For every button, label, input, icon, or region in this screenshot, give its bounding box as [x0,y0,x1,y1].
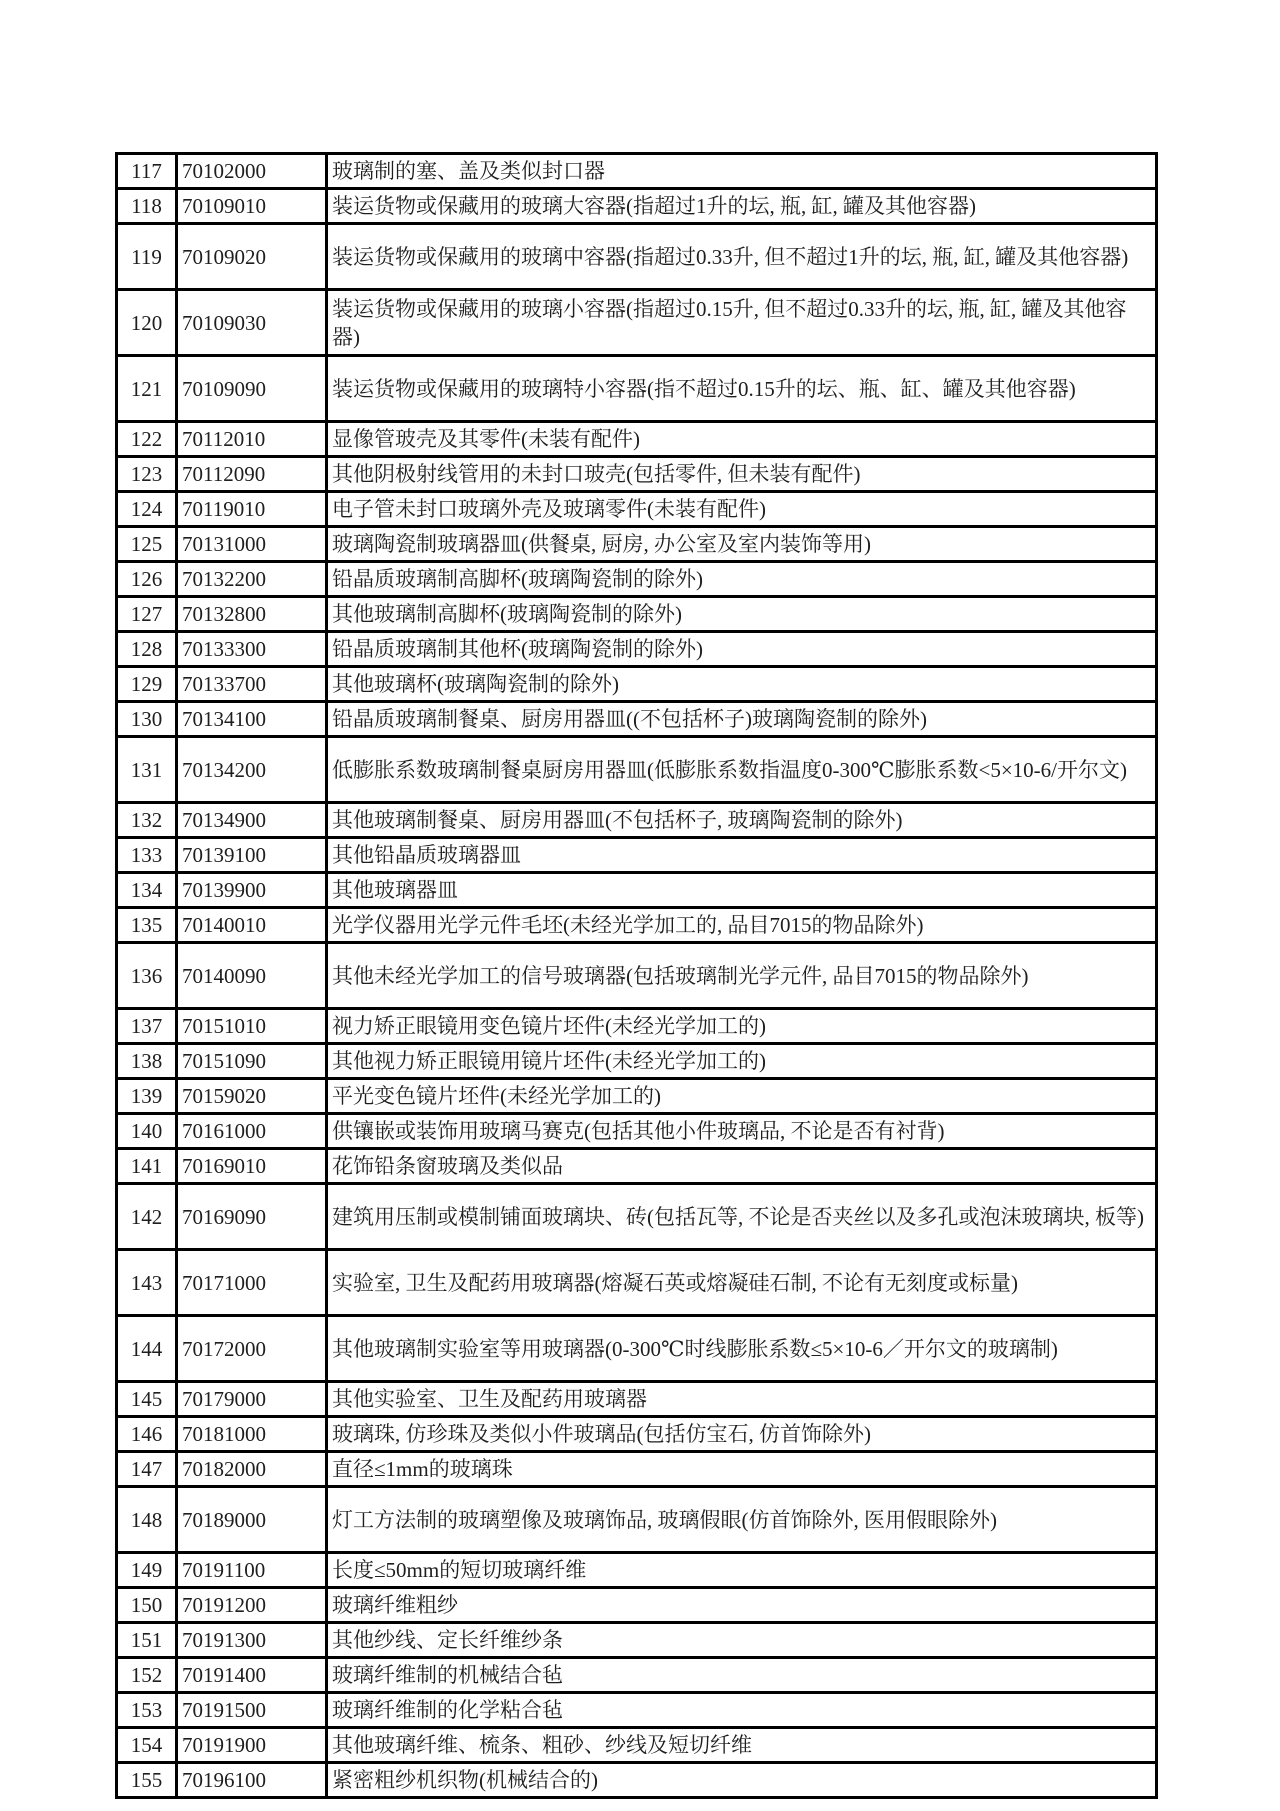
description: 长度≤50mm的短切玻璃纤维 [327,1553,1157,1588]
hs-code: 70151010 [177,1009,327,1044]
row-number: 117 [117,154,177,189]
hs-code: 70134100 [177,702,327,737]
hs-code: 70134200 [177,737,327,803]
table-row [117,290,1157,356]
row-number: 129 [117,667,177,702]
description: 其他玻璃制实验室等用玻璃器(0-300℃时线膨胀系数≤5×10-6／开尔文的玻璃制) [327,1316,1157,1382]
table-row [117,356,1157,422]
table-row [117,1588,1157,1623]
description: 建筑用压制或模制铺面玻璃块、砖(包括瓦等, 不论是否夹丝以及多孔或泡沫玻璃块, 板等) [327,1184,1157,1250]
description: 显像管玻壳及其零件(未装有配件) [327,422,1157,457]
row-number: 121 [117,356,177,422]
description: 其他玻璃纤维、梳条、粗砂、纱线及短切纤维 [327,1728,1157,1763]
hs-code: 70189000 [177,1487,327,1553]
description: 玻璃珠, 仿珍珠及类似小件玻璃品(包括仿宝石, 仿首饰除外) [327,1417,1157,1452]
hs-code: 70112090 [177,457,327,492]
description: 其他玻璃制餐桌、厨房用器皿(不包括杯子, 玻璃陶瓷制的除外) [327,803,1157,838]
table-row [117,1553,1157,1588]
row-number: 139 [117,1079,177,1114]
description: 供镶嵌或装饰用玻璃马赛克(包括其他小件玻璃品, 不论是否有衬背) [327,1114,1157,1149]
hs-code: 70159020 [177,1079,327,1114]
description: 装运货物或保藏用的玻璃中容器(指超过0.33升, 但不超过1升的坛, 瓶, 缸, 罐及其他容器) [327,224,1157,290]
row-number: 152 [117,1658,177,1693]
description: 其他玻璃器皿 [327,873,1157,908]
description: 实验室, 卫生及配药用玻璃器(熔凝石英或熔凝硅石制, 不论有无刻度或标量) [327,1250,1157,1316]
row-number: 136 [117,943,177,1009]
table-row [117,189,1157,224]
hs-code: 70196100 [177,1763,327,1798]
hs-code: 70181000 [177,1417,327,1452]
table-row [117,154,1157,189]
row-number: 150 [117,1588,177,1623]
description: 低膨胀系数玻璃制餐桌厨房用器皿(低膨胀系数指温度0-300℃膨胀系数<5×10-6/开尔文) [327,737,1157,803]
hs-code: 70191200 [177,1588,327,1623]
table-row [117,492,1157,527]
hs-code-table [115,152,1158,1799]
hs-code: 70191500 [177,1693,327,1728]
description: 其他玻璃制高脚杯(玻璃陶瓷制的除外) [327,597,1157,632]
description: 其他铅晶质玻璃器皿 [327,838,1157,873]
row-number: 119 [117,224,177,290]
description: 铅晶质玻璃制餐桌、厨房用器皿((不包括杯子)玻璃陶瓷制的除外) [327,702,1157,737]
description: 装运货物或保藏用的玻璃大容器(指超过1升的坛, 瓶, 缸, 罐及其他容器) [327,189,1157,224]
table-row [117,737,1157,803]
description: 其他视力矫正眼镜用镜片坯件(未经光学加工的) [327,1044,1157,1079]
description: 装运货物或保藏用的玻璃小容器(指超过0.15升, 但不超过0.33升的坛, 瓶, 缸, 罐及其他容器) [327,290,1157,356]
description: 铅晶质玻璃制高脚杯(玻璃陶瓷制的除外) [327,562,1157,597]
table-row [117,1009,1157,1044]
row-number: 143 [117,1250,177,1316]
table-row [117,1316,1157,1382]
row-number: 142 [117,1184,177,1250]
hs-code: 70151090 [177,1044,327,1079]
table-row [117,1149,1157,1184]
row-number: 146 [117,1417,177,1452]
hs-code: 70169010 [177,1149,327,1184]
description: 玻璃纤维制的机械结合毡 [327,1658,1157,1693]
row-number: 126 [117,562,177,597]
table-row [117,1382,1157,1417]
row-number: 147 [117,1452,177,1487]
table-row [117,667,1157,702]
row-number: 120 [117,290,177,356]
description: 视力矫正眼镜用变色镜片坯件(未经光学加工的) [327,1009,1157,1044]
hs-code: 70109010 [177,189,327,224]
table-row [117,597,1157,632]
table-row [117,422,1157,457]
table-row [117,943,1157,1009]
table-row [117,838,1157,873]
hs-code: 70191300 [177,1623,327,1658]
hs-code: 70109090 [177,356,327,422]
hs-code: 70140010 [177,908,327,943]
row-number: 118 [117,189,177,224]
row-number: 144 [117,1316,177,1382]
table-row [117,457,1157,492]
hs-code: 70134900 [177,803,327,838]
table-row [117,908,1157,943]
hs-code: 70133300 [177,632,327,667]
hs-code: 70171000 [177,1250,327,1316]
row-number: 124 [117,492,177,527]
row-number: 135 [117,908,177,943]
row-number: 132 [117,803,177,838]
row-number: 149 [117,1553,177,1588]
description: 其他未经光学加工的信号玻璃器(包括玻璃制光学元件, 品目7015的物品除外) [327,943,1157,1009]
table-row [117,1452,1157,1487]
hs-code: 70133700 [177,667,327,702]
description: 玻璃陶瓷制玻璃器皿(供餐桌, 厨房, 办公室及室内装饰等用) [327,527,1157,562]
description: 电子管未封口玻璃外壳及玻璃零件(未装有配件) [327,492,1157,527]
hs-code: 70172000 [177,1316,327,1382]
description: 其他阴极射线管用的未封口玻壳(包括零件, 但未装有配件) [327,457,1157,492]
row-number: 138 [117,1044,177,1079]
row-number: 140 [117,1114,177,1149]
table-row [117,873,1157,908]
row-number: 127 [117,597,177,632]
table-row [117,1623,1157,1658]
hs-code: 70140090 [177,943,327,1009]
hs-code: 70169090 [177,1184,327,1250]
table-row [117,1114,1157,1149]
description: 花饰铅条窗玻璃及类似品 [327,1149,1157,1184]
row-number: 148 [117,1487,177,1553]
table-row [117,1763,1157,1798]
row-number: 122 [117,422,177,457]
hs-code: 70119010 [177,492,327,527]
description: 灯工方法制的玻璃塑像及玻璃饰品, 玻璃假眼(仿首饰除外, 医用假眼除外) [327,1487,1157,1553]
hs-code: 70182000 [177,1452,327,1487]
description: 玻璃制的塞、盖及类似封口器 [327,154,1157,189]
table-row [117,224,1157,290]
table-row [117,632,1157,667]
row-number: 137 [117,1009,177,1044]
hs-code: 70139900 [177,873,327,908]
description: 玻璃纤维制的化学粘合毡 [327,1693,1157,1728]
table-row [117,803,1157,838]
table-row [117,1487,1157,1553]
table-row [117,1079,1157,1114]
table-row [117,1417,1157,1452]
row-number: 130 [117,702,177,737]
hs-code: 70102000 [177,154,327,189]
row-number: 123 [117,457,177,492]
description: 其他玻璃杯(玻璃陶瓷制的除外) [327,667,1157,702]
table-row [117,527,1157,562]
hs-code: 70109030 [177,290,327,356]
row-number: 133 [117,838,177,873]
table-row [117,1693,1157,1728]
row-number: 154 [117,1728,177,1763]
row-number: 128 [117,632,177,667]
hs-code: 70139100 [177,838,327,873]
table-row [117,1184,1157,1250]
hs-code: 70132800 [177,597,327,632]
row-number: 141 [117,1149,177,1184]
description: 其他纱线、定长纤维纱条 [327,1623,1157,1658]
table-row [117,1658,1157,1693]
description: 铅晶质玻璃制其他杯(玻璃陶瓷制的除外) [327,632,1157,667]
table-row [117,562,1157,597]
hs-code: 70132200 [177,562,327,597]
hs-code: 70131000 [177,527,327,562]
hs-code: 70109020 [177,224,327,290]
table-row [117,1250,1157,1316]
hs-code: 70161000 [177,1114,327,1149]
table-row [117,1728,1157,1763]
hs-code-table-body [117,154,1157,1798]
description: 直径≤1mm的玻璃珠 [327,1452,1157,1487]
description: 其他实验室、卫生及配药用玻璃器 [327,1382,1157,1417]
table-row [117,702,1157,737]
hs-code: 70191400 [177,1658,327,1693]
row-number: 134 [117,873,177,908]
hs-code: 70191100 [177,1553,327,1588]
row-number: 125 [117,527,177,562]
table-row [117,1044,1157,1079]
row-number: 145 [117,1382,177,1417]
description: 玻璃纤维粗纱 [327,1588,1157,1623]
description: 光学仪器用光学元件毛坯(未经光学加工的, 品目7015的物品除外) [327,908,1157,943]
description: 紧密粗纱机织物(机械结合的) [327,1763,1157,1798]
description: 装运货物或保藏用的玻璃特小容器(指不超过0.15升的坛、瓶、缸、罐及其他容器) [327,356,1157,422]
row-number: 151 [117,1623,177,1658]
hs-code: 70179000 [177,1382,327,1417]
hs-code: 70112010 [177,422,327,457]
row-number: 153 [117,1693,177,1728]
description: 平光变色镜片坯件(未经光学加工的) [327,1079,1157,1114]
row-number: 131 [117,737,177,803]
row-number: 155 [117,1763,177,1798]
hs-code: 70191900 [177,1728,327,1763]
